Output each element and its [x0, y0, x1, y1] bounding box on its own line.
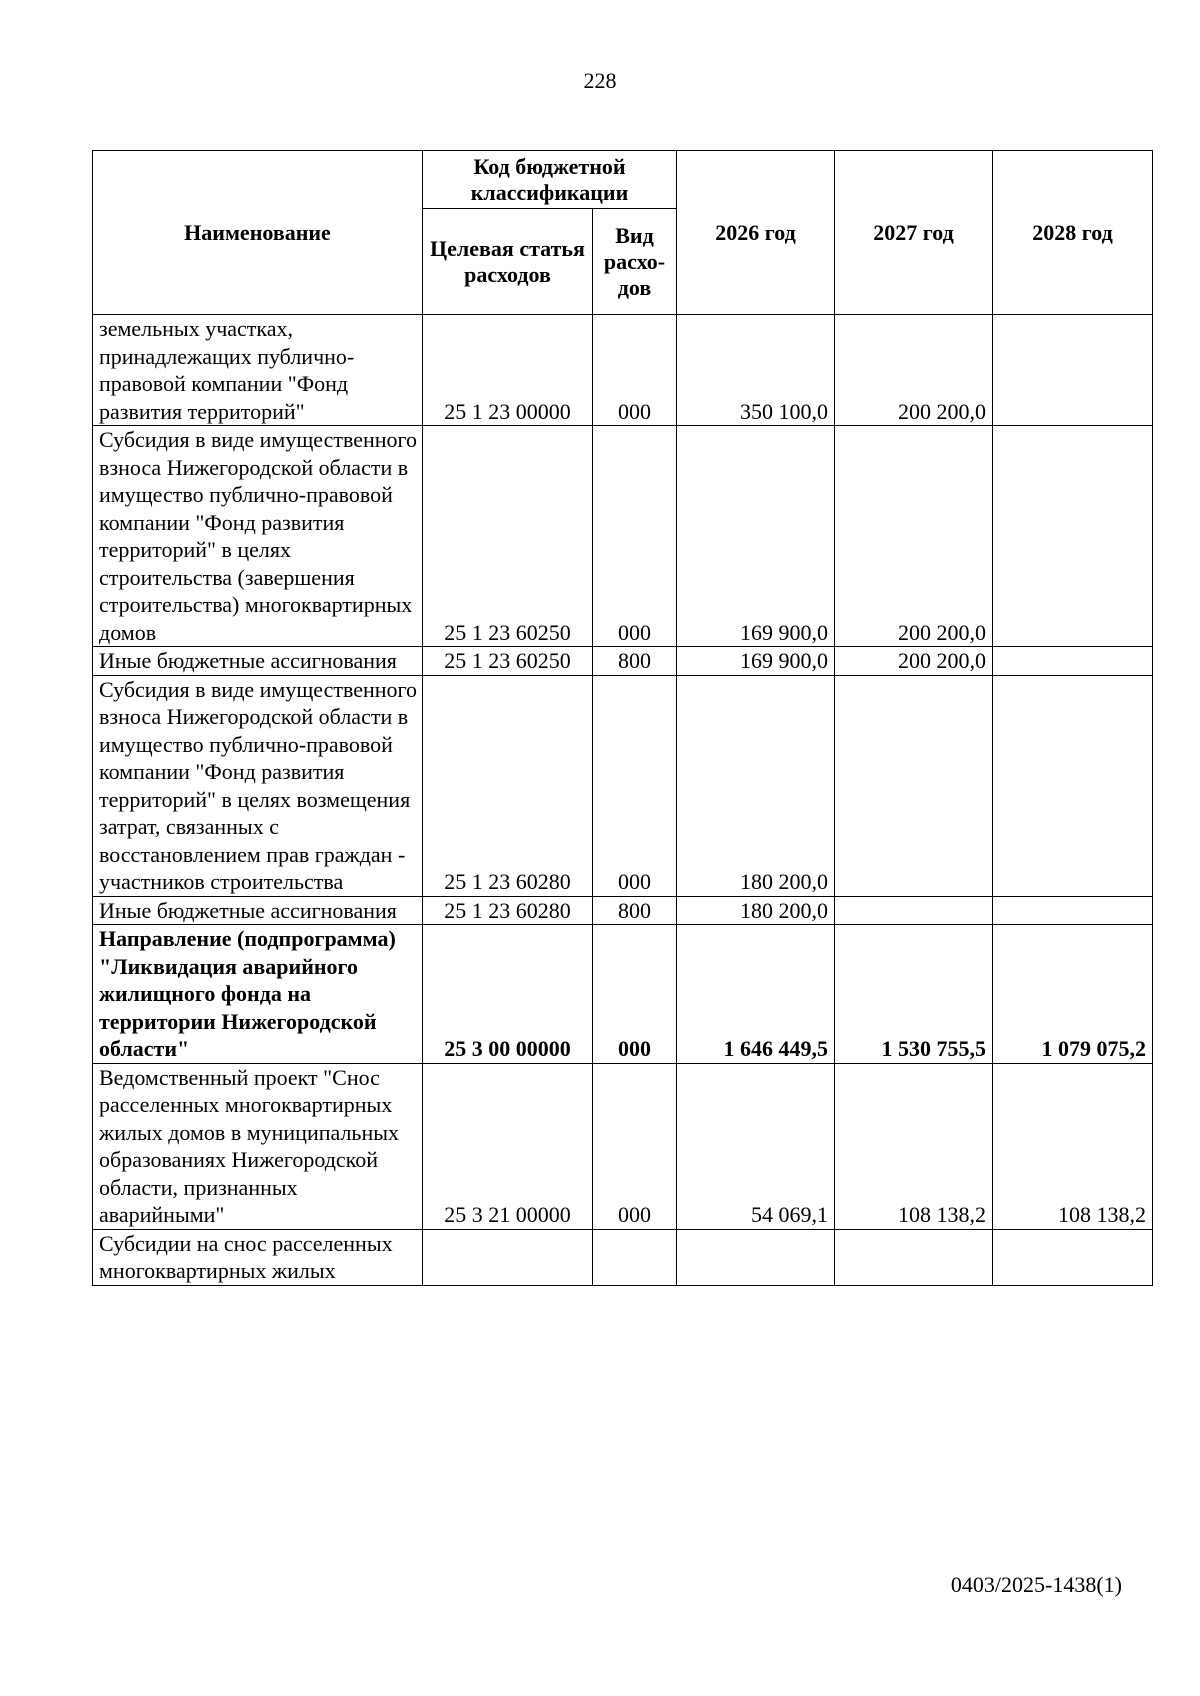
document-id: 0403/2025-1438(1): [950, 1572, 1122, 1597]
row-amount-2027: 200 200,0: [835, 647, 993, 676]
row-expense-type: 000: [593, 925, 677, 1064]
row-expense-type: [593, 1229, 677, 1285]
header-year-2028: 2028 год: [993, 151, 1153, 315]
table-row: [93, 426, 1153, 647]
row-amount-2027: 200 200,0: [835, 426, 993, 647]
row-amount-2026: 180 200,0: [677, 896, 835, 925]
row-amount-2027: [835, 1229, 993, 1285]
row-amount-2027: 1 530 755,5: [835, 925, 993, 1064]
row-target-article: 25 1 23 60250: [423, 647, 593, 676]
header-name: Наименование: [93, 151, 423, 315]
row-target-article: 25 1 23 00000: [423, 315, 593, 426]
row-amount-2028: [993, 426, 1153, 647]
row-amount-2028: 108 138,2: [993, 1063, 1153, 1229]
table-row: [93, 896, 1153, 925]
row-target-article: 25 3 00 00000: [423, 925, 593, 1064]
row-target-article: 25 1 23 60250: [423, 426, 593, 647]
row-amount-2027: [835, 896, 993, 925]
row-amount-2026: 169 900,0: [677, 647, 835, 676]
row-amount-2027: 108 138,2: [835, 1063, 993, 1229]
row-amount-2026: 1 646 449,5: [677, 925, 835, 1064]
table-row: [93, 1063, 1153, 1229]
row-amount-2028: [993, 647, 1153, 676]
table-row: [93, 1229, 1153, 1285]
table-row: [93, 647, 1153, 676]
row-name: Субсидии на снос расселенных многоквартирных жилых: [93, 1229, 423, 1285]
row-expense-type: 800: [593, 896, 677, 925]
header-target-article: Целевая статья расходов: [423, 209, 593, 315]
page-number: 228: [583, 68, 617, 93]
row-amount-2027: [835, 675, 993, 896]
row-amount-2028: [993, 1229, 1153, 1285]
row-name: земельных участках, принадлежащих публично-правовой компании "Фонд развития территорий": [93, 315, 423, 426]
row-expense-type: 000: [593, 315, 677, 426]
row-expense-type: 000: [593, 426, 677, 647]
row-amount-2026: 350 100,0: [677, 315, 835, 426]
row-amount-2026: 180 200,0: [677, 675, 835, 896]
row-name: Субсидия в виде имущественного взноса Нижегородской области в имущество публично-правовой компании "Фонд развития территорий" в целях возмещения затрат, связанных с восстановлением прав граждан - участников строительства: [93, 675, 423, 896]
row-name: Направление (подпрограмма) "Ликвидация аварийного жилищного фонда на территории Нижегородской области": [93, 925, 423, 1064]
row-amount-2028: [993, 675, 1153, 896]
header-expense-type: Вид расхо-дов: [593, 209, 677, 315]
budget-table: [92, 150, 1153, 1286]
row-name: Иные бюджетные ассигнования: [93, 647, 423, 676]
table-row: [93, 315, 1153, 426]
table-row-section: [93, 925, 1153, 1064]
row-expense-type: 000: [593, 675, 677, 896]
row-target-article: 25 1 23 60280: [423, 896, 593, 925]
row-target-article: 25 1 23 60280: [423, 675, 593, 896]
row-amount-2028: 1 079 075,2: [993, 925, 1153, 1064]
header-year-2026: 2026 год: [677, 151, 835, 315]
row-target-article: [423, 1229, 593, 1285]
row-name: Ведомственный проект "Снос расселенных многоквартирных жилых домов в муниципальных образованиях Нижегородской области, признанных аварийными": [93, 1063, 423, 1229]
row-name: Иные бюджетные ассигнования: [93, 896, 423, 925]
header-year-2027: 2027 год: [835, 151, 993, 315]
row-amount-2026: [677, 1229, 835, 1285]
row-name: Субсидия в виде имущественного взноса Нижегородской области в имущество публично-правовой компании "Фонд развития территорий" в целях строительства (завершения строительства) многоквартирных домов: [93, 426, 423, 647]
table-row: [93, 675, 1153, 896]
row-amount-2026: 54 069,1: [677, 1063, 835, 1229]
row-expense-type: 800: [593, 647, 677, 676]
row-amount-2028: [993, 315, 1153, 426]
row-amount-2028: [993, 896, 1153, 925]
header-budget-code: Код бюджетной классификации: [423, 151, 677, 209]
row-amount-2027: 200 200,0: [835, 315, 993, 426]
row-target-article: 25 3 21 00000: [423, 1063, 593, 1229]
row-expense-type: 000: [593, 1063, 677, 1229]
row-amount-2026: 169 900,0: [677, 426, 835, 647]
